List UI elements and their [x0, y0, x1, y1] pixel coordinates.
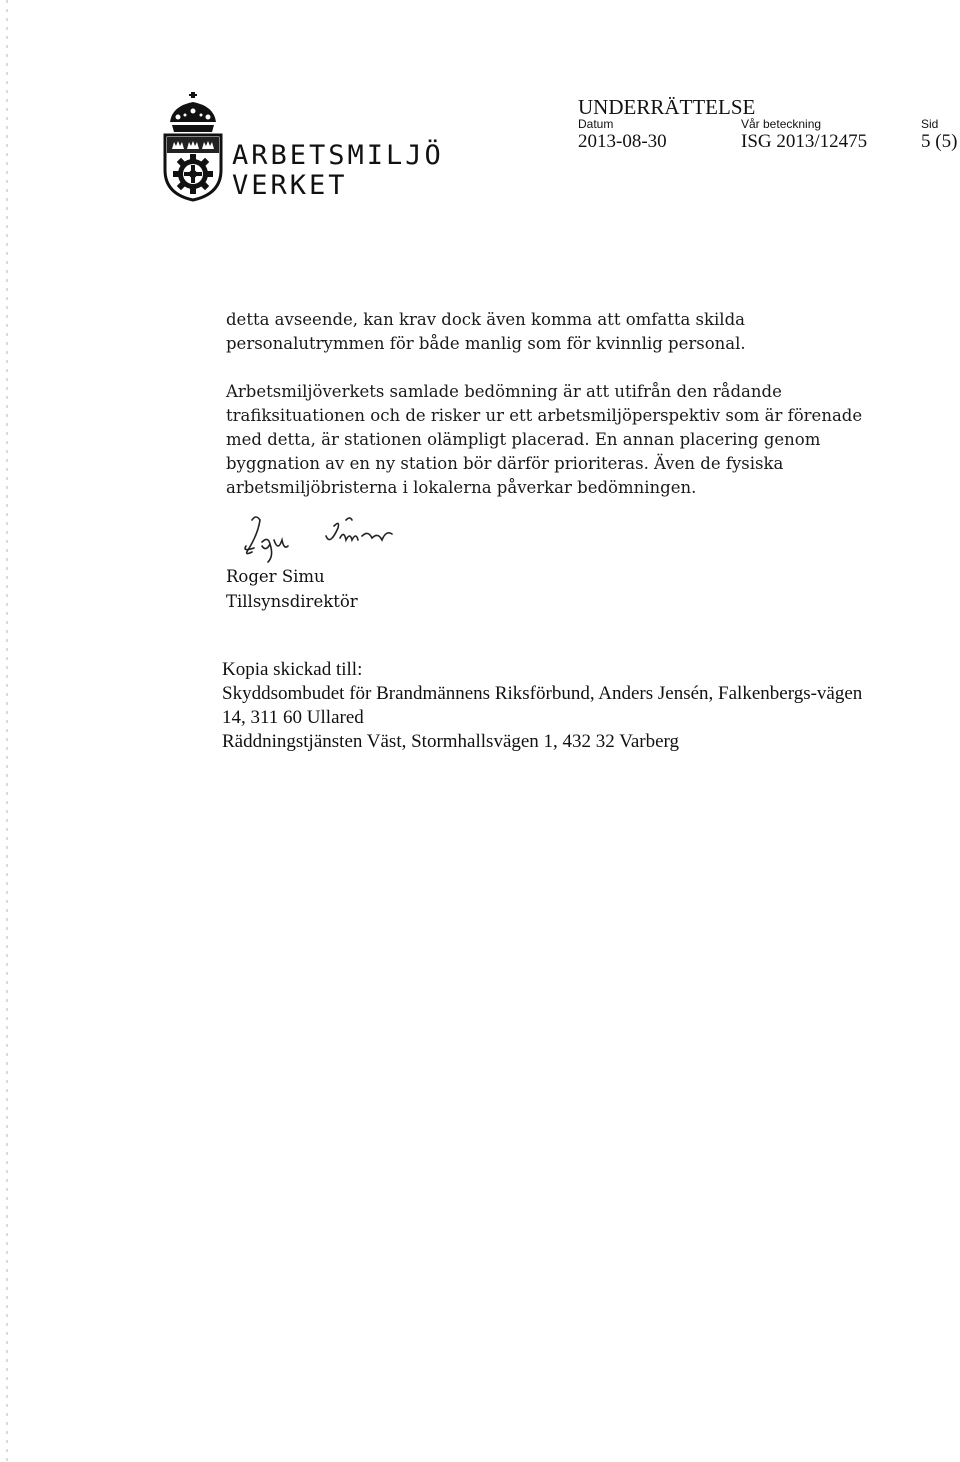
- body-paragraph-1: detta avseende, kan krav dock även komma att omfatta skilda personalutrymmen för både manlig som för kvinnlig personal.: [226, 310, 746, 353]
- copies-section: [222, 658, 882, 754]
- copy-recipient: Räddningstjänsten Väst, Stormhallsvägen 1, 432 32 Varberg: [222, 731, 680, 752]
- handwritten-signature: [222, 512, 422, 572]
- reference-label: Vår beteckning: [741, 117, 822, 131]
- scan-edge-artifact: [6, 0, 8, 1462]
- org-name-line2: VERKET: [232, 170, 348, 201]
- signer-title: Tillsynsdirektör: [226, 592, 358, 611]
- date-label: Datum: [578, 117, 614, 131]
- reference-number: ISG 2013/12475: [741, 131, 868, 152]
- signer-name: Roger Simu: [226, 567, 325, 586]
- signer-block: [226, 564, 358, 614]
- copies-heading: Kopia skickad till:: [222, 659, 363, 680]
- page-number: 5 (5): [921, 131, 958, 152]
- arbetsmiljoverket-logo: [162, 92, 224, 202]
- body-paragraph-2: Arbetsmiljöverkets samlade bedömning är att utifrån den rådande trafiksituationen och de risker ur ett arbetsmiljöperspektiv som är förenade med detta, är stationen olämpligt placerad. En annan placering genom byggnation av en ny station bör därför prioriteras. Även de fysiska arbetsmiljöbristerna i lokalerna påverkar bedömningen.: [226, 382, 863, 497]
- document-date: 2013-08-30: [578, 131, 667, 152]
- document-type: UNDERRÄTTELSE: [578, 95, 756, 119]
- copy-recipient: Skyddsombudet för Brandmännens Riksförbund, Anders Jensén, Falkenbergs-vägen 14, 311 60 Ullared: [222, 683, 868, 728]
- page-label: Sid: [921, 117, 939, 131]
- org-name-line1: ARBETSMILJÖ: [232, 140, 444, 171]
